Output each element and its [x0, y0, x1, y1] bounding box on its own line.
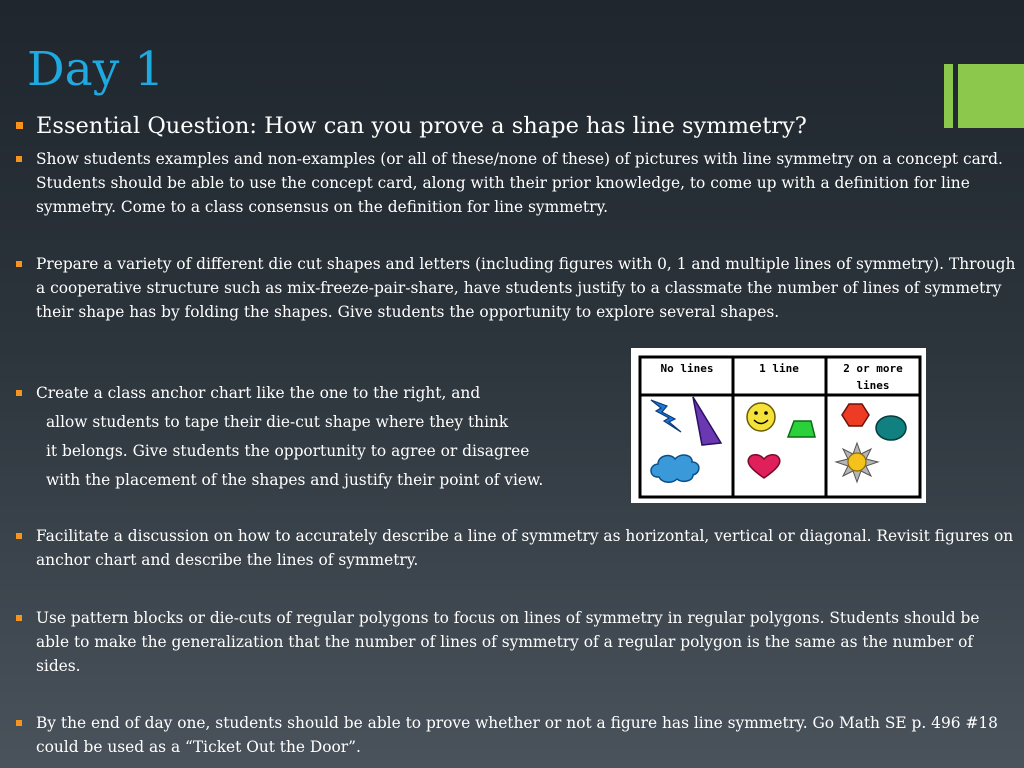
bullet-anchor-chart: Create a class anchor chart like the one to the right, and: [16, 381, 616, 405]
bullet-marker: [16, 261, 22, 267]
bullet-discussion: Facilitate a discussion on how to accurately describe a line of symmetry as horizontal, vertical or diagonal. Revisit figures on anchor chart and describe the lines of symmetry.: [16, 524, 1016, 572]
cloud-icon: [651, 455, 699, 482]
bullet-marker: [16, 156, 22, 162]
anchor-chart-svg: [631, 348, 926, 503]
page-title: Day 1: [27, 42, 165, 97]
header-no-lines: No lines: [660, 362, 714, 375]
header-lines: lines: [856, 379, 890, 392]
essential-question: Essential Question: How can you prove a shape has line symmetry?: [16, 112, 1016, 140]
bullet-ticket-out: By the end of day one, students should be able to prove whether or not a figure has line symmetry. Go Math SE p. 496 #18 could be used as a “Ticket Out the Door”.: [16, 711, 1016, 759]
triangle-icon: [693, 397, 721, 445]
hexagon-icon: [842, 404, 869, 426]
sun-icon: [836, 443, 878, 482]
bullet-pattern-blocks: Use pattern blocks or die-cuts of regular polygons to focus on lines of symmetry in regular polygons. Students should be able to make the generalization that the number of lines of symmetry of a regular polygon is the same as the number of sides.: [16, 606, 1016, 678]
trapezoid-icon: [788, 421, 815, 437]
header-one-line: 1 line: [759, 362, 799, 375]
bullet-concept-card: Show students examples and non-examples (or all of these/none of these) of pictures with line symmetry on a concept card. Students should be able to use the concept card, along with their prior knowledge, to come up with a definition for line symmetry. Come to a class consensus on the definition for line symmetry.: [16, 147, 1016, 219]
header-two-or-more: 2 or more: [843, 362, 903, 375]
heart-icon: [748, 455, 780, 478]
oval-icon: [876, 416, 906, 440]
anchor-chart-image: [631, 348, 926, 503]
anchor-text-line: with the placement of the shapes and justify their point of view.: [46, 471, 544, 489]
anchor-text-line: allow students to tape their die-cut shape where they think: [46, 413, 509, 431]
bullet-marker: [16, 533, 22, 539]
smiley-face-icon: [747, 403, 775, 431]
bullet-marker: [16, 390, 22, 396]
bullet-marker: [16, 720, 22, 726]
lightning-bolt-icon: [651, 400, 681, 432]
bullet-marker: [16, 122, 23, 129]
bullet-marker: [16, 615, 22, 621]
anchor-text-line: it belongs. Give students the opportunity to agree or disagree: [46, 442, 530, 460]
bullet-die-cut: Prepare a variety of different die cut shapes and letters (including figures with 0, 1 and multiple lines of symmetry). Through a cooperative structure such as mix-freeze-pair-share, have students justify to a classmate the number of lines of symmetry their shape has by folding the shapes. Give students the opportunity to explore several shapes.: [16, 252, 1016, 324]
